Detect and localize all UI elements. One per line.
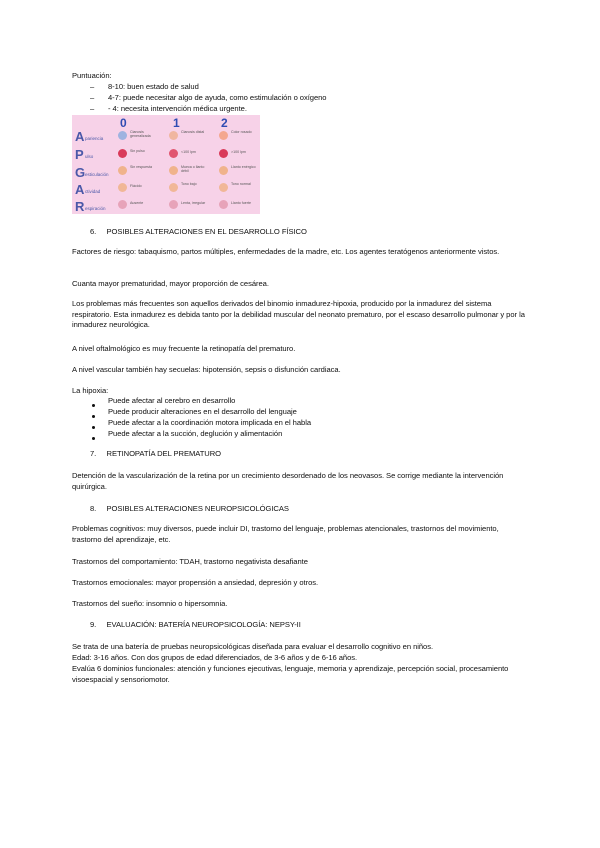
apgar-letter: G — [75, 165, 86, 180]
paragraph: Cuanta mayor prematuridad, mayor proporción de cesárea. — [72, 279, 269, 288]
paragraph: Trastornos emocionales: mayor propensión a ansiedad, depresión y otros. — [72, 578, 319, 587]
section-heading: 9. EVALUACIÓN: BATERÍA NEUROPSICOLOGÍA: NEPSY-II — [90, 620, 301, 629]
apgar-cell: Lenta, irregular — [181, 201, 206, 205]
apgar-cell: Flácido — [130, 184, 142, 188]
apgar-letter: A — [75, 182, 85, 197]
section-heading: 8. POSIBLES ALTERACIONES NEUROPSICOLÓGICAS — [90, 504, 289, 513]
apgar-table-image — [72, 115, 260, 214]
apgar-word: esticulación — [85, 172, 109, 177]
scoring-item: 8-10: buen estado de salud — [108, 82, 199, 91]
section-heading: 6. POSIBLES ALTERACIONES EN EL DESARROLLO FÍSICO — [90, 227, 307, 236]
baby-icon — [219, 183, 228, 192]
apgar-cell: Ausente — [130, 201, 144, 205]
list-item: Puede afectar a la coordinación motora implicada en el habla — [108, 418, 312, 427]
list-item: Puede producir alteraciones en el desarrollo del lenguaje — [108, 407, 297, 416]
heart-icon — [118, 149, 127, 158]
scoring-item: 4-7: puede necesitar algo de ayuda, como estimulación o oxígeno — [108, 93, 327, 102]
baby-face-icon — [118, 166, 127, 175]
paragraph: Los problemas más frecuentes son aquellos derivados del binomio inmadurez-hipoxia, producido por la inmadurez del sistema respiratorio. Esta inmadurez es debida tanto por la debilidad muscular del neonato prematuro, por el escaso desarrollo pulmonar y por la inmadurez neurológica. — [72, 299, 525, 329]
apgar-cell: Llanto enérgico — [231, 165, 256, 169]
paragraph: Problemas cognitivos: muy diversos, puede incluir DI, trastorno del lenguaje, problemas atencionales, trastornos del movimiento, trastorno del aprendizaje, etc. — [72, 524, 499, 544]
scoring-heading: Puntuación: — [72, 71, 112, 80]
lungs-icon — [169, 200, 178, 209]
apgar-letter: P — [75, 147, 84, 162]
paragraph: A nivel oftalmológico es muy frecuente la retinopatía del prematuro. — [72, 344, 296, 353]
apgar-word: ctividad — [85, 189, 101, 194]
apgar-word: pariencia — [85, 136, 104, 141]
apgar-score-0: 0 — [120, 116, 127, 130]
dash-bullet: – — [90, 93, 95, 102]
paragraph: Detención de la vascularización de la retina por un crecimiento desordenado de los neovasos. Se corrige mediante la intervención quirúrgica. — [72, 471, 504, 491]
apgar-word: ulso — [85, 154, 94, 159]
paragraph: Se trata de una batería de pruebas neuropsicológicas diseñada para evaluar el desarrollo cognitivo en niños. — [72, 642, 434, 651]
apgar-cell: Tono bajo — [181, 182, 197, 186]
apgar-cell: Tono normal — [231, 182, 251, 186]
dash-bullet: – — [90, 104, 95, 113]
apgar-letter: A — [75, 129, 85, 144]
bullet-icon — [92, 411, 95, 422]
baby-icon — [118, 183, 127, 192]
heart-icon — [169, 149, 178, 158]
paragraph: Evalúa 6 dominios funcionales: atención y funciones ejecutivas, lenguaje, memoria y aprendizaje, percepción social, procesamiento visoespacial y sensoriomotor. — [72, 664, 509, 684]
apgar-cell: Cianosis distal — [181, 130, 205, 134]
dash-bullet: – — [90, 82, 95, 91]
paragraph: Trastornos del sueño: insomnio o hipersomnia. — [72, 599, 228, 608]
scoring-item: - 4: necesita intervención médica urgente. — [108, 104, 247, 113]
heart-icon — [219, 149, 228, 158]
apgar-cell: Mueca o llanto débil — [181, 165, 205, 174]
apgar-cell: Sin pulso — [130, 149, 145, 153]
apgar-cell: <100 lpm — [181, 150, 196, 154]
apgar-score-1: 1 — [173, 116, 180, 130]
baby-icon — [118, 131, 127, 140]
list-heading: La hipoxia: — [72, 386, 109, 395]
apgar-letter: R — [75, 199, 85, 214]
paragraph: Factores de riesgo: tabaquismo, partos múltiples, enfermedades de la madre, etc. Los agentes teratógenos anteriormente vistos. — [72, 247, 500, 256]
apgar-cell: Color rosado — [231, 130, 252, 134]
apgar-word: espiración — [85, 206, 106, 211]
bullet-icon — [92, 433, 95, 444]
paragraph: Edad: 3-16 años. Con dos grupos de edad diferenciados, de 3-6 años y de 6-16 años. — [72, 653, 358, 662]
apgar-cell: Cianosis generalizada — [130, 130, 151, 139]
apgar-cell: Llanto fuerte — [231, 201, 251, 205]
paragraph: Trastornos del comportamiento: TDAH, trastorno negativista desafiante — [72, 557, 308, 566]
lungs-icon — [118, 200, 127, 209]
baby-icon — [169, 183, 178, 192]
baby-face-icon — [169, 166, 178, 175]
section-heading: 7. RETINOPATÍA DEL PREMATURO — [90, 449, 222, 458]
apgar-score-2: 2 — [221, 116, 228, 130]
list-item: Puede afectar a la succión, deglución y alimentación — [108, 429, 283, 438]
apgar-cell: Sin respuesta — [130, 165, 152, 169]
bullet-icon — [92, 400, 95, 411]
list-item: Puede afectar al cerebro en desarrollo — [108, 396, 236, 405]
apgar-cell: >100 lpm — [231, 150, 246, 154]
baby-icon — [219, 131, 228, 140]
baby-face-icon — [219, 166, 228, 175]
lungs-icon — [219, 200, 228, 209]
paragraph: A nivel vascular también hay secuelas: hipotensión, sepsis o disfunción cardiaca. — [72, 365, 341, 374]
bullet-icon — [92, 422, 95, 433]
baby-icon — [169, 131, 178, 140]
